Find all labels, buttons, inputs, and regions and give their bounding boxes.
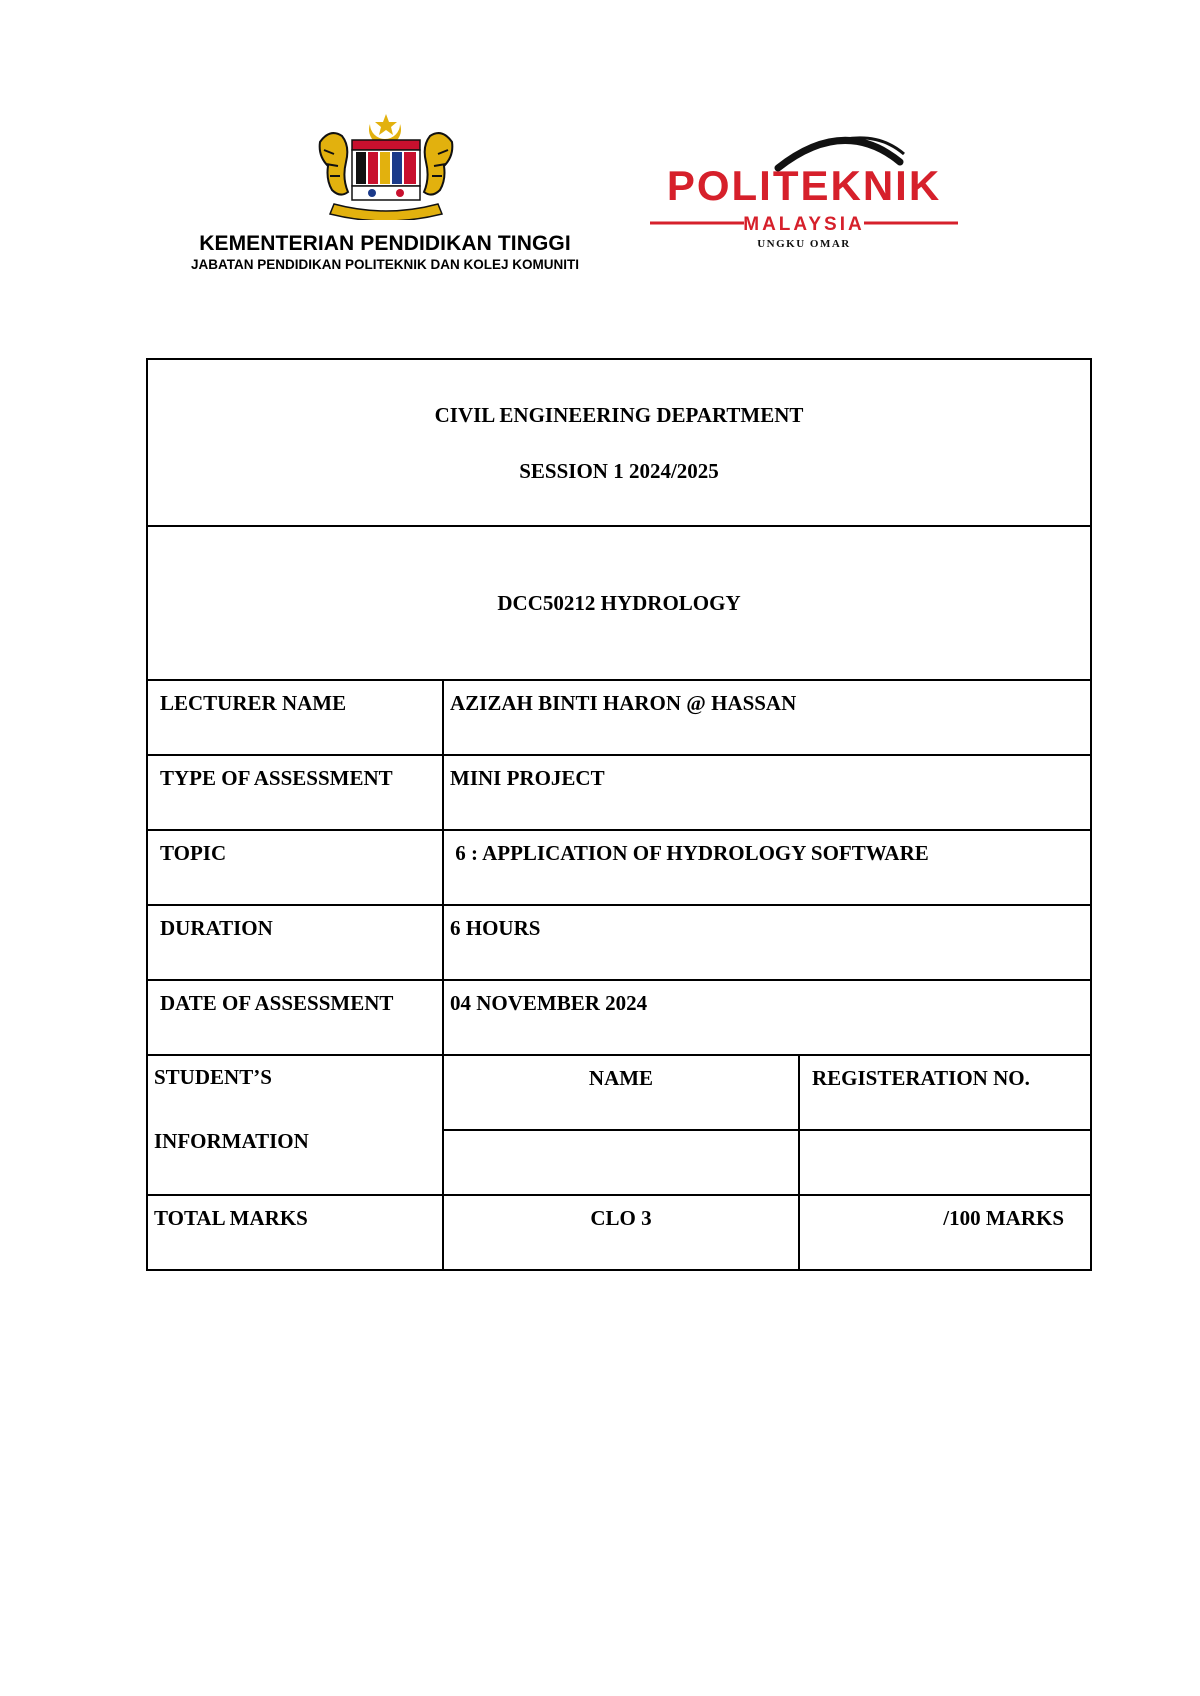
topic-label: TOPIC [147,830,443,905]
politeknik-logo-country: MALAYSIA [743,214,865,235]
student-info-label-line1: STUDENT’S [154,1065,272,1089]
ministry-heading [140,232,630,274]
politeknik-logo-name: POLITEKNIK [666,162,942,209]
total-marks-value: /100 MARKS [799,1195,1091,1270]
course-title: DCC50212 HYDROLOGY [497,590,741,615]
student-name-header: NAME [443,1055,799,1130]
coat-of-arms-logo [312,112,460,220]
ministry-subtitle: JABATAN PENDIDIKAN POLITEKNIK DAN KOLEJ KOMUNITI [190,257,579,272]
politeknik-logo-campus: UNGKU OMAR [757,238,851,250]
registration-number-field[interactable] [799,1130,1091,1195]
assessment-cover-table [146,358,1092,1271]
assessment-date-label: DATE OF ASSESSMENT [147,980,443,1055]
course-cell [147,526,1091,680]
total-marks-label: TOTAL MARKS [147,1195,443,1270]
department-header-cell [147,359,1091,526]
assessment-type-label: TYPE OF ASSESSMENT [147,755,443,830]
department-title: CIVIL ENGINEERING DEPARTMENT [434,402,804,427]
registration-number-header: REGISTERATION NO. [799,1055,1091,1130]
student-info-label-cell [147,1055,443,1195]
lecturer-name-label: LECTURER NAME [147,680,443,755]
student-name-field[interactable] [443,1130,799,1195]
assessment-date-value: 04 NOVEMBER 2024 [443,980,1091,1055]
topic-value: 6 : APPLICATION OF HYDROLOGY SOFTWARE [443,830,1091,905]
duration-value: 6 HOURS [443,905,1091,980]
session-title: SESSION 1 2024/2025 [519,458,719,483]
lecturer-name-value: AZIZAH BINTI HARON @ HASSAN [443,680,1091,755]
politeknik-logo [648,128,960,253]
clo-value: CLO 3 [443,1195,799,1270]
duration-label: DURATION [147,905,443,980]
student-info-label-line2: INFORMATION [154,1129,309,1153]
ministry-title: KEMENTERIAN PENDIDIKAN TINGGI [199,232,571,255]
assessment-type-value: MINI PROJECT [443,755,1091,830]
